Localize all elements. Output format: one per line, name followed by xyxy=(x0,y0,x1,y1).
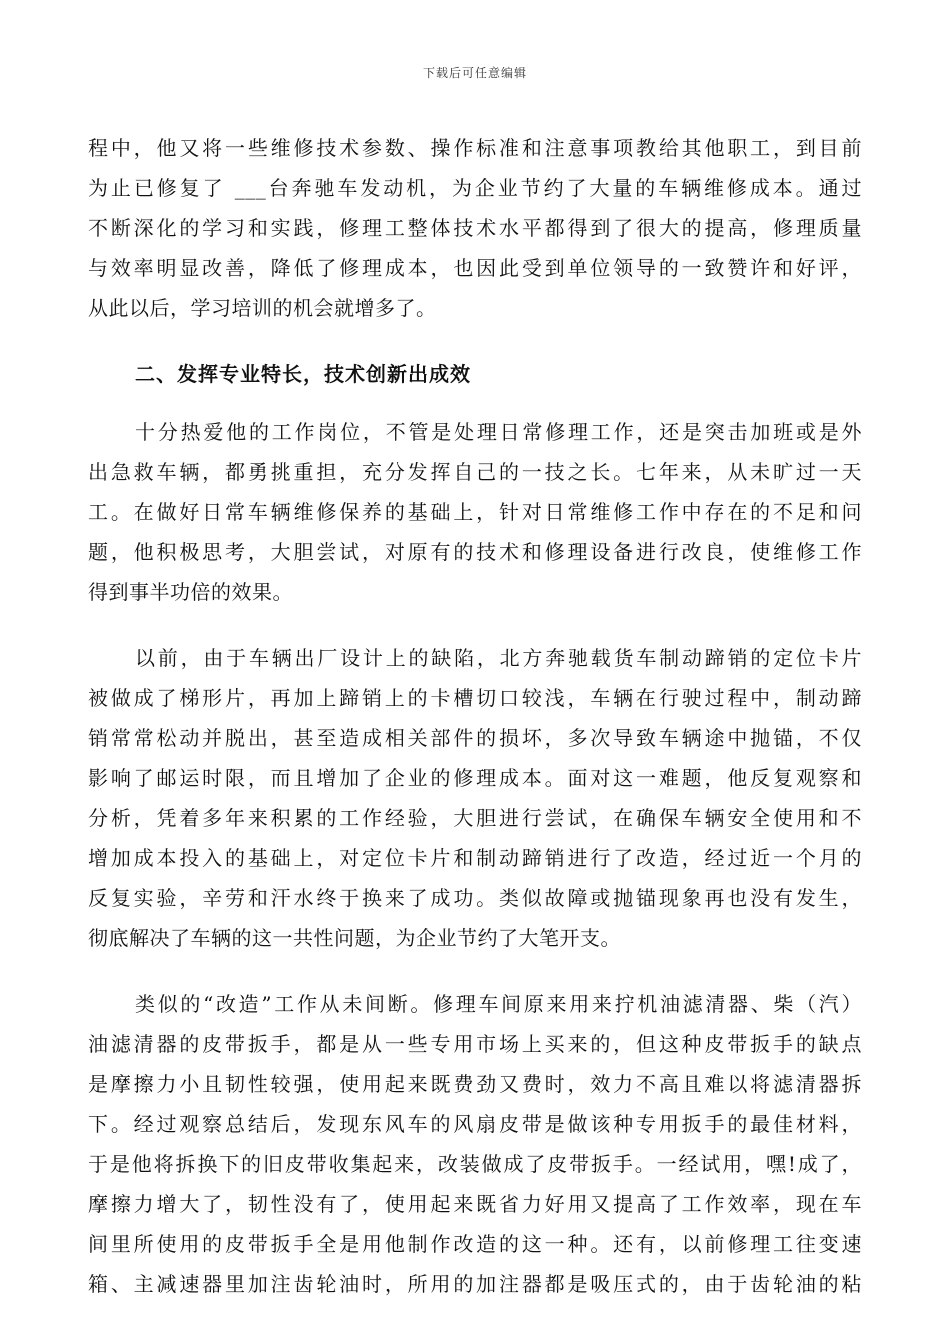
text-line: 摩擦力增大了，韧性没有了，使用起来既省力好用又提高了工作效率，现在车 xyxy=(88,1192,862,1216)
paragraph-1 xyxy=(88,128,862,328)
text-line: 从此以后，学习培训的机会就增多了。 xyxy=(88,296,437,320)
text-line: 是摩擦力小且韧性较强，使用起来既费劲又费时，效力不高且难以将滤清器拆 xyxy=(88,1072,862,1096)
section-heading: 二、发挥专业特长，技术创新出成效 xyxy=(135,362,471,386)
text-line: 以前，由于车辆出厂设计上的缺陷，北方奔驰载货车制动蹄销的定位卡片 xyxy=(135,646,862,670)
text-line: 反复实验，辛劳和汗水终于换来了成功。类似故障或抛锚现象再也没有发生， xyxy=(88,886,862,910)
text-line: 间里所使用的皮带扳手全是用他制作改造的这一种。还有，以前修理工往变速 xyxy=(88,1232,862,1256)
paragraph-3 xyxy=(88,638,862,958)
text-line: 为止已修复了 ___台奔驰车发动机，为企业节约了大量的车辆维修成本。通过 xyxy=(88,176,862,200)
text-line: 分析，凭着多年来积累的工作经验，大胆进行尝试，在确保车辆安全使用和不 xyxy=(88,806,862,830)
document-body xyxy=(88,128,862,1304)
paragraph-2 xyxy=(88,412,862,612)
text-line: 增加成本投入的基础上，对定位卡片和制动蹄销进行了改造，经过近一个月的 xyxy=(88,846,862,870)
text-line: 十分热爱他的工作岗位，不管是处理日常修理工作，还是突击加班或是外 xyxy=(135,420,862,444)
text-line: 箱、主减速器里加注齿轮油时，所用的加注器都是吸压式的，由于齿轮油的粘 xyxy=(88,1272,862,1296)
text-line: 出急救车辆，都勇挑重担，充分发挥自己的一技之长。七年来，从未旷过一天 xyxy=(88,460,862,484)
text-line: 类似的“改造”工作从未间断。修理车间原来用来拧机油滤清器、柴（汽） xyxy=(135,992,862,1016)
text-line: 题，他积极思考，大胆尝试，对原有的技术和修理设备进行改良，使维修工作 xyxy=(88,540,862,564)
text-line: 不断深化的学习和实践，修理工整体技术水平都得到了很大的提高，修理质量 xyxy=(88,216,862,240)
text-line: 与效率明显改善，降低了修理成本，也因此受到单位领导的一致赞许和好评， xyxy=(88,256,862,280)
text-line: 销常常松动并脱出，甚至造成相关部件的损坏，多次导致车辆途中抛锚，不仅 xyxy=(88,726,862,750)
text-line: 工。在做好日常车辆维修保养的基础上，针对日常维修工作中存在的不足和问 xyxy=(88,500,862,524)
text-line: 被做成了梯形片，再加上蹄销上的卡槽切口较浅，车辆在行驶过程中，制动蹄 xyxy=(88,686,862,710)
page-header: 下载后可任意编辑 xyxy=(422,66,527,80)
text-line: 于是他将拆换下的旧皮带收集起来，改装做成了皮带扳手。一经试用，嘿!成了， xyxy=(88,1152,862,1176)
text-line: 影响了邮运时限，而且增加了企业的修理成本。面对这一难题，他反复观察和 xyxy=(88,766,862,790)
text-line: 油滤清器的皮带扳手，都是从一些专用市场上买来的，但这种皮带扳手的缺点 xyxy=(88,1032,862,1056)
text-line: 得到事半功倍的效果。 xyxy=(88,580,293,604)
text-line: 彻底解决了车辆的这一共性问题，为企业节约了大笔开支。 xyxy=(88,926,621,950)
paragraph-4 xyxy=(88,984,862,1304)
text-line: 程中，他又将一些维修技术参数、操作标准和注意事项教给其他职工，到目前 xyxy=(88,136,862,160)
text-line: 下。经过观察总结后，发现东风车的风扇皮带是做该种专用扳手的最佳材料， xyxy=(88,1112,862,1136)
